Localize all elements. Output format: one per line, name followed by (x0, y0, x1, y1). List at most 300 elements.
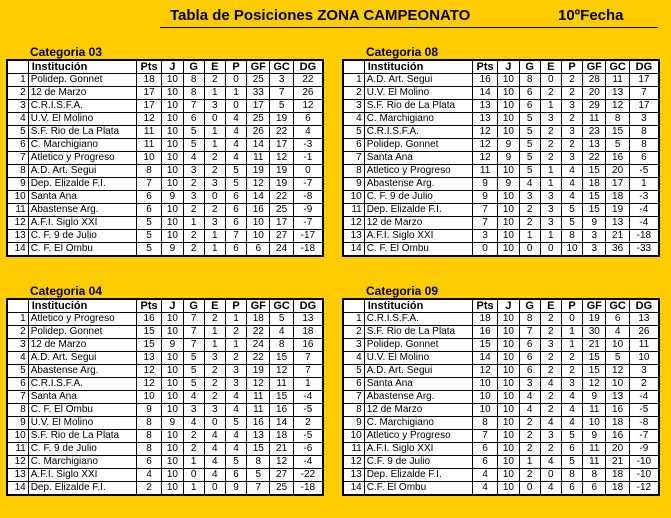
stat-cell: 12 (293, 100, 323, 113)
stat-cell: 10 (472, 404, 497, 417)
stat-cell: -10 (629, 469, 659, 482)
stat-cell: 2 (183, 443, 204, 456)
column-header: GC (606, 299, 629, 313)
stat-cell: 26 (629, 326, 659, 339)
stat-cell: 3 (540, 217, 561, 230)
stat-cell: -18 (629, 230, 659, 243)
stat-cell: 10 (162, 113, 183, 126)
stat-cell: 20 (606, 443, 629, 456)
stat-cell: 10 (162, 313, 183, 326)
stat-cell: -6 (293, 443, 323, 456)
stat-cell: 0 (519, 243, 540, 257)
stat-cell: 2 (561, 74, 582, 87)
stat-cell: 10 (498, 443, 519, 456)
position-cell: 6 (343, 378, 364, 391)
stat-cell: 2 (540, 87, 561, 100)
stat-cell: 3 (540, 339, 561, 352)
column-header: DG (629, 299, 659, 313)
stat-cell: 9 (162, 191, 183, 204)
stat-cell: 4 (472, 469, 497, 482)
stat-cell: 9 (162, 417, 183, 430)
stat-cell: 18 (606, 191, 629, 204)
position-cell: 13 (7, 469, 28, 482)
stat-cell: 22 (270, 126, 293, 139)
column-header: P (561, 60, 582, 74)
column-header: Pts (136, 299, 161, 313)
stat-cell: 6 (472, 456, 497, 469)
standings-table (342, 298, 660, 496)
column-header: J (498, 299, 519, 313)
standings-block-1 (342, 45, 660, 257)
standings-block-0 (6, 45, 324, 257)
stat-cell: 7 (629, 87, 659, 100)
stat-cell: 25 (247, 113, 270, 126)
stat-cell: 5 (225, 417, 246, 430)
stat-cell: 12 (136, 378, 161, 391)
table-row (343, 482, 659, 496)
stat-cell: 10 (247, 230, 270, 243)
stat-cell: 10 (629, 352, 659, 365)
position-cell: 8 (343, 404, 364, 417)
stat-cell: 6 (519, 87, 540, 100)
stat-cell: 1 (540, 165, 561, 178)
stat-cell: 26 (293, 87, 323, 100)
stat-cell: 12 (270, 365, 293, 378)
stat-cell: 4 (561, 178, 582, 191)
team-name-cell: Polidep. Gonnet (364, 139, 472, 152)
stat-cell: 6 (136, 456, 161, 469)
table-row (343, 430, 659, 443)
team-name-cell: Atletico y Progreso (28, 313, 136, 326)
stat-cell: 1 (204, 230, 225, 243)
stat-cell: 12 (270, 152, 293, 165)
column-header: Pts (472, 60, 497, 74)
stat-cell: 4 (225, 126, 246, 139)
position-cell: 13 (7, 230, 28, 243)
table-row (343, 352, 659, 365)
column-header: G (519, 60, 540, 74)
stat-cell: 10 (498, 365, 519, 378)
stat-cell: -17 (293, 230, 323, 243)
stat-cell: 7 (472, 217, 497, 230)
position-cell: 1 (343, 313, 364, 326)
stat-cell: 2 (540, 404, 561, 417)
stat-cell: 22 (247, 326, 270, 339)
team-name-cell: C. Marchigiano (28, 456, 136, 469)
column-header: GF (583, 299, 606, 313)
stat-cell: 4 (472, 482, 497, 496)
stat-cell: 15 (583, 191, 606, 204)
stat-cell: 18 (247, 313, 270, 326)
stat-cell: 12 (606, 365, 629, 378)
stat-cell: 15 (583, 352, 606, 365)
stat-cell: 11 (583, 404, 606, 417)
stat-cell: 16 (606, 430, 629, 443)
stat-cell: 19 (606, 204, 629, 217)
position-cell: 6 (7, 378, 28, 391)
team-name-cell: A.D. Art. Segui (28, 165, 136, 178)
stat-cell: 10 (498, 165, 519, 178)
stat-cell: 2 (519, 469, 540, 482)
table-row (343, 113, 659, 126)
stat-cell: 10 (498, 313, 519, 326)
stat-cell: 11 (136, 126, 161, 139)
team-name-cell: A.F.I. Siglo XXI (364, 230, 472, 243)
stat-cell: 4 (136, 469, 161, 482)
standings-table (6, 59, 324, 257)
stat-cell: 3 (540, 430, 561, 443)
column-header: G (519, 299, 540, 313)
stat-cell: 6 (247, 243, 270, 257)
team-name-cell: A.D. Art. Segui (28, 352, 136, 365)
stat-cell: 12 (583, 378, 606, 391)
position-cell: 4 (7, 113, 28, 126)
stat-cell: 10 (498, 469, 519, 482)
stat-cell: 11 (136, 139, 161, 152)
stat-cell: 10 (162, 204, 183, 217)
position-cell: 5 (343, 126, 364, 139)
stat-cell: 17 (270, 139, 293, 152)
table-row (343, 126, 659, 139)
stat-cell: 16 (606, 404, 629, 417)
stat-cell: 17 (136, 87, 161, 100)
table-row (7, 469, 323, 482)
stat-cell: 6 (606, 313, 629, 326)
team-name-cell: Polidep. Gonnet (28, 74, 136, 87)
stat-cell: 2 (519, 417, 540, 430)
stat-cell: 6 (583, 482, 606, 496)
stat-cell: 21 (583, 339, 606, 352)
stat-cell: 2 (540, 152, 561, 165)
position-cell: 5 (7, 126, 28, 139)
stat-cell: 1 (519, 230, 540, 243)
stat-cell: 24 (247, 339, 270, 352)
stat-cell: 4 (225, 139, 246, 152)
team-name-cell: Dep. Elizalde F.I. (364, 469, 472, 482)
stat-cell: -9 (629, 443, 659, 456)
stat-cell: 3 (225, 378, 246, 391)
stat-cell: 0 (204, 417, 225, 430)
stat-cell: 3 (561, 126, 582, 139)
stat-cell: 2 (540, 313, 561, 326)
stat-cell: 4 (225, 430, 246, 443)
stat-cell: -4 (293, 456, 323, 469)
page-title: Tabla de Posiciones ZONA CAMPEONATO (170, 7, 471, 24)
table-row (7, 152, 323, 165)
stat-cell: 2 (561, 365, 582, 378)
position-cell: 13 (343, 230, 364, 243)
stat-cell: 5 (225, 165, 246, 178)
stat-cell: 10 (162, 352, 183, 365)
stat-cell: 0 (540, 243, 561, 257)
table-row (7, 217, 323, 230)
column-header: E (204, 60, 225, 74)
stat-cell: 3 (270, 74, 293, 87)
position-cell: 7 (343, 152, 364, 165)
stat-cell: 1 (561, 339, 582, 352)
team-name-cell: Santa Ana (364, 152, 472, 165)
stat-cell: 2 (561, 113, 582, 126)
stat-cell: 10 (162, 217, 183, 230)
stat-cell: 2 (561, 352, 582, 365)
team-name-cell: Dep. Elizalde F.I. (28, 178, 136, 191)
stat-cell: 1 (183, 217, 204, 230)
table-row (7, 204, 323, 217)
stat-cell: 22 (247, 352, 270, 365)
stat-cell: 2 (540, 391, 561, 404)
stat-cell: 4 (183, 391, 204, 404)
stat-cell: 6 (519, 352, 540, 365)
stat-cell: 15 (583, 365, 606, 378)
table-row (343, 469, 659, 482)
stat-cell: 12 (136, 365, 161, 378)
stat-cell: 1 (540, 100, 561, 113)
stat-cell: 10 (162, 165, 183, 178)
stat-cell: 3 (225, 365, 246, 378)
stat-cell: 6 (225, 469, 246, 482)
stat-cell: 18 (606, 417, 629, 430)
stat-cell: 1 (561, 326, 582, 339)
stat-cell: 4 (293, 126, 323, 139)
header-row (343, 299, 659, 313)
table-row (7, 326, 323, 339)
position-cell: 1 (343, 74, 364, 87)
stat-cell: 18 (270, 430, 293, 443)
stat-cell: 10 (472, 378, 497, 391)
position-cell: 8 (343, 165, 364, 178)
stat-cell: 6 (629, 152, 659, 165)
stat-cell: 1 (204, 126, 225, 139)
stat-cell: 10 (498, 339, 519, 352)
team-name-cell: C. F. El Ombu (28, 404, 136, 417)
stat-cell: 1 (293, 378, 323, 391)
stat-cell: 10 (162, 469, 183, 482)
stat-cell: 7 (472, 204, 497, 217)
stat-cell: -1 (293, 152, 323, 165)
stat-cell: 0 (293, 165, 323, 178)
stat-cell: 29 (583, 100, 606, 113)
stat-cell: 16 (247, 417, 270, 430)
stat-cell: 4 (561, 404, 582, 417)
stat-cell: 21 (270, 443, 293, 456)
stat-cell: 6 (472, 443, 497, 456)
column-header: GF (247, 60, 270, 74)
team-name-cell: Santa Ana (28, 391, 136, 404)
standings-block-3 (342, 284, 660, 496)
stat-cell: 9 (472, 178, 497, 191)
stat-cell: 2 (561, 139, 582, 152)
position-cell: 3 (343, 339, 364, 352)
table-row (343, 178, 659, 191)
stat-cell: 3 (629, 113, 659, 126)
stat-cell: 19 (270, 178, 293, 191)
stat-cell: 0 (225, 100, 246, 113)
column-header: J (498, 60, 519, 74)
stat-cell: 7 (293, 352, 323, 365)
stat-cell: 13 (472, 113, 497, 126)
stat-cell: 25 (270, 482, 293, 496)
stat-cell: 11 (583, 443, 606, 456)
stat-cell: 16 (247, 204, 270, 217)
stat-cell: 9 (162, 339, 183, 352)
stat-cell: 10 (247, 217, 270, 230)
stat-cell: 10 (162, 404, 183, 417)
stat-cell: 10 (498, 126, 519, 139)
stat-cell: -18 (293, 482, 323, 496)
team-name-cell: Atletico y Progreso (364, 430, 472, 443)
stat-cell: 2 (540, 365, 561, 378)
stat-cell: -8 (629, 417, 659, 430)
table-row (343, 100, 659, 113)
stat-cell: 6 (519, 365, 540, 378)
stat-cell: 15 (606, 126, 629, 139)
stat-cell: 10 (498, 113, 519, 126)
stat-cell: 5 (183, 352, 204, 365)
stat-cell: 2 (225, 352, 246, 365)
stat-cell: 3 (561, 100, 582, 113)
stat-cell: 15 (247, 443, 270, 456)
stat-cell: 26 (247, 126, 270, 139)
stat-cell: 19 (247, 365, 270, 378)
stat-cell: 11 (583, 456, 606, 469)
stat-cell: 5 (606, 139, 629, 152)
stat-cell: 9 (136, 404, 161, 417)
team-name-cell: C. F. El Ombu (28, 243, 136, 257)
team-name-cell: U.V. El Molino (28, 113, 136, 126)
team-name-cell: C.F. 9 de Julio (364, 456, 472, 469)
table-row (7, 191, 323, 204)
position-cell: 9 (343, 417, 364, 430)
team-name-cell: Santa Ana (28, 191, 136, 204)
stat-cell: 10 (162, 430, 183, 443)
position-cell: 9 (7, 178, 28, 191)
stat-cell: 4 (540, 456, 561, 469)
stat-cell: 10 (162, 74, 183, 87)
stat-cell: 3 (540, 191, 561, 204)
stat-cell: 9 (498, 152, 519, 165)
stat-cell: 10 (162, 443, 183, 456)
stat-cell: 7 (183, 313, 204, 326)
stat-cell: 10 (162, 100, 183, 113)
stat-cell: -4 (629, 391, 659, 404)
stat-cell: 1 (629, 178, 659, 191)
stat-cell: 9 (498, 139, 519, 152)
stat-cell: 17 (247, 100, 270, 113)
position-cell: 3 (7, 339, 28, 352)
stat-cell: -5 (293, 404, 323, 417)
position-cell: 10 (343, 430, 364, 443)
stat-cell: 8 (629, 126, 659, 139)
stat-cell: 2 (629, 378, 659, 391)
stat-cell: 7 (183, 339, 204, 352)
table-row (7, 430, 323, 443)
column-header: DG (293, 60, 323, 74)
stat-cell: 4 (561, 417, 582, 430)
stat-cell: 6 (225, 217, 246, 230)
stat-cell: -5 (629, 165, 659, 178)
stat-cell: 4 (204, 443, 225, 456)
stat-cell: 3 (204, 404, 225, 417)
stat-cell: -4 (629, 204, 659, 217)
stat-cell: 14 (247, 191, 270, 204)
stat-cell: 10 (498, 404, 519, 417)
stat-cell: 17 (270, 217, 293, 230)
stat-cell: 1 (183, 456, 204, 469)
stat-cell: 2 (225, 326, 246, 339)
stat-cell: 3 (540, 113, 561, 126)
table-row (343, 230, 659, 243)
team-name-cell: C.R.I.S.F.A. (364, 313, 472, 326)
stat-cell: 5 (183, 378, 204, 391)
team-name-cell: Abastense Arg. (28, 204, 136, 217)
stat-cell: 2 (204, 74, 225, 87)
stat-cell: 10 (498, 456, 519, 469)
stat-cell: 10 (162, 178, 183, 191)
stat-cell: 13 (606, 391, 629, 404)
stat-cell: 2 (204, 204, 225, 217)
stat-cell: 4 (183, 152, 204, 165)
stat-cell: 15 (136, 339, 161, 352)
stat-cell: 23 (583, 126, 606, 139)
position-cell: 13 (343, 469, 364, 482)
stat-cell: 5 (270, 100, 293, 113)
column-header: Institución (364, 60, 472, 74)
team-name-cell: Atletico y Progreso (364, 165, 472, 178)
stat-cell: 3 (204, 100, 225, 113)
table-row (7, 113, 323, 126)
stat-cell: 9 (498, 178, 519, 191)
table-row (7, 352, 323, 365)
stat-cell: 2 (540, 443, 561, 456)
stat-cell: 7 (183, 100, 204, 113)
stat-cell: -7 (293, 178, 323, 191)
stat-cell: 25 (247, 74, 270, 87)
stat-cell: 11 (472, 165, 497, 178)
position-cell: 3 (343, 100, 364, 113)
category-title: Categoria 08 (366, 45, 439, 59)
team-name-cell: C. F. 9 de Julio (28, 443, 136, 456)
stat-cell: 18 (606, 482, 629, 496)
position-cell: 8 (7, 165, 28, 178)
column-header: J (162, 60, 183, 74)
team-name-cell: C. F. 9 de Julio (28, 230, 136, 243)
stat-cell: 10 (498, 217, 519, 230)
stat-cell: 0 (472, 243, 497, 257)
table-row (343, 417, 659, 430)
stat-cell: 4 (225, 391, 246, 404)
stat-cell: 3 (204, 217, 225, 230)
stat-cell: 10 (606, 339, 629, 352)
stat-cell: 1 (540, 178, 561, 191)
team-name-cell: A.F.I. Siglo XXI (28, 217, 136, 230)
team-name-cell: C. Marchigiano (28, 139, 136, 152)
stat-cell: -3 (629, 191, 659, 204)
table-row (7, 230, 323, 243)
stat-cell: 10 (162, 482, 183, 496)
column-header: GC (606, 60, 629, 74)
team-name-cell: A.D. Art. Segui (364, 365, 472, 378)
stat-cell: 0 (519, 482, 540, 496)
column-header: GF (583, 60, 606, 74)
position-cell: 3 (7, 100, 28, 113)
stat-cell: 0 (540, 469, 561, 482)
stat-cell: 7 (136, 178, 161, 191)
stat-cell: 2 (204, 313, 225, 326)
stat-cell: -9 (293, 204, 323, 217)
stat-cell: 2 (204, 165, 225, 178)
stat-cell: 8 (136, 430, 161, 443)
stat-cell: -8 (293, 191, 323, 204)
